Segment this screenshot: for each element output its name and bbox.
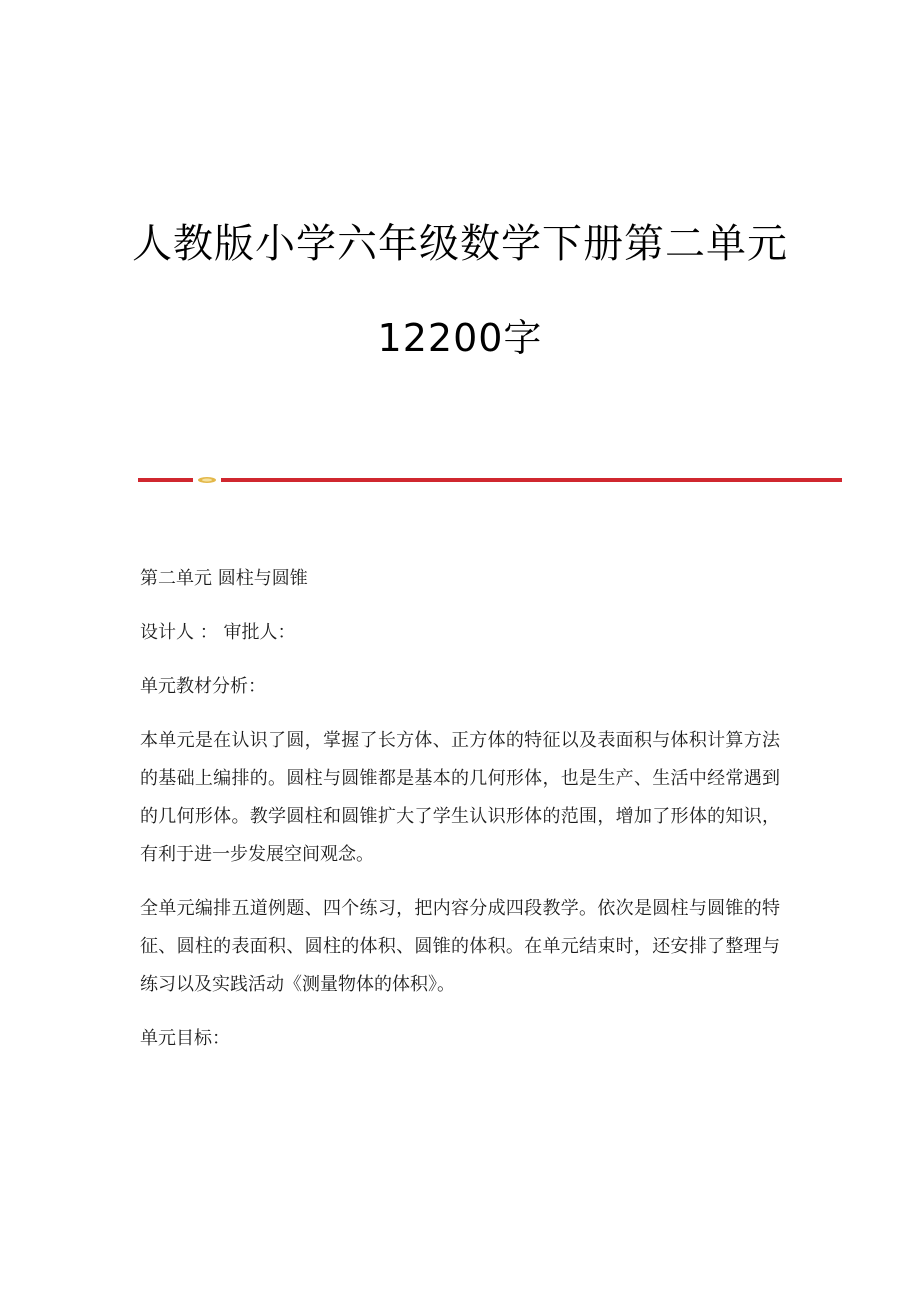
divider-bar-left	[138, 478, 193, 482]
designer-line: 设计人 ： 审批人：	[140, 622, 296, 643]
analysis-paragraph-2: 全单元编排五道例题、四个练习，把内容分成四段教学。依次是圆柱与圆锥的特征、圆柱的表面积、圆柱的体积、圆锥的体积。在单元结束时，还安排了整理与练习以及实践活动《测量物体的体积》。	[140, 898, 780, 995]
analysis-paragraph-1: 本单元是在认识了圆，掌握了长方体、正方体的特征以及表面积与体积计算方法的基础上编排的。圆柱与圆锥都是基本的几何形体，也是生产、生活中经常遇到的几何形体。教学圆柱和圆锥扩大了学生认识形体的范围，增加了形体的知识，有利于进一步发展空间观念。	[140, 730, 780, 865]
divider-ornament-icon	[197, 476, 217, 484]
document-title-line2: 12200字	[377, 316, 543, 360]
title-divider	[138, 476, 842, 484]
divider-bar-right	[221, 478, 842, 482]
unit-heading: 第二单元 圆柱与圆锥	[140, 568, 308, 589]
document-body	[140, 560, 780, 1074]
document-title-line1: 人教版小学六年级数学下册第二单元	[132, 221, 788, 267]
analysis-heading: 单元教材分析：	[140, 676, 266, 697]
goals-heading: 单元目标：	[140, 1028, 230, 1049]
